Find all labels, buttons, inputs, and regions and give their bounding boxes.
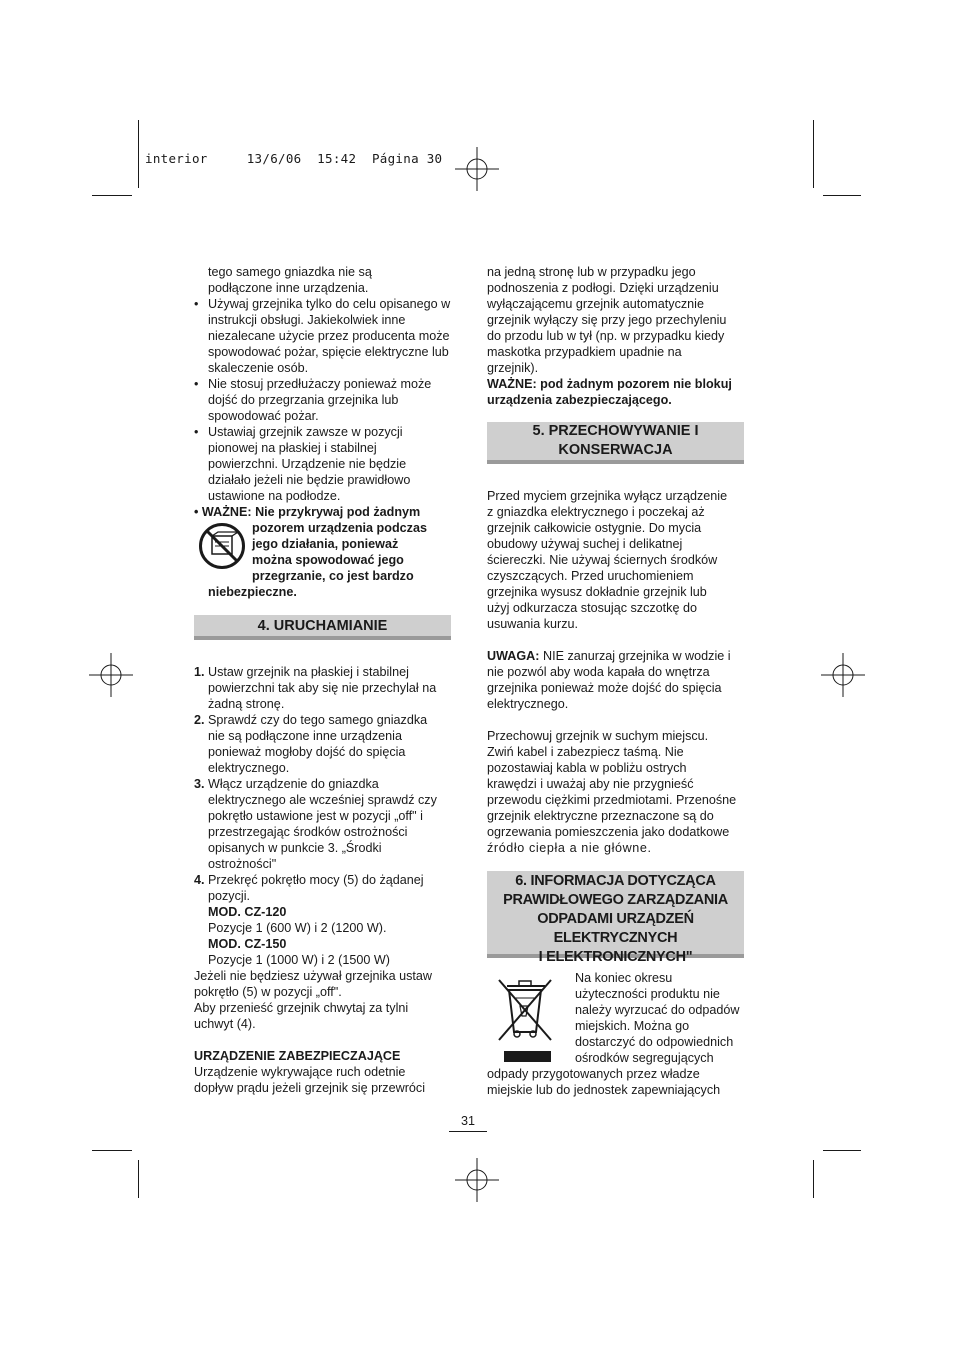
text-line: podłączone inne urządzenia. (208, 281, 369, 295)
crop-mark (823, 1150, 861, 1151)
heading-text: 5. PRZECHOWYWANIE I (532, 423, 699, 439)
section-heading-5 (487, 422, 744, 464)
list-item: 4. Przekręć pokrętło mocy (5) do żądanej pozycji. MOD. CZ-120 Pozycje 1 (600 W) i 2 (1200 W). MOD. CZ-150 Pozycje 1 (1000 W) i 2 (1500 W) (194, 872, 456, 968)
registration-mark-icon (89, 653, 133, 697)
section-heading-4 (194, 615, 451, 640)
left-column (194, 264, 452, 600)
crossed-out-bin-icon (495, 976, 555, 1064)
text-line: tego samego gniazdka nie są (208, 265, 372, 279)
page-number: 31 (449, 1113, 487, 1132)
do-not-cover-icon (198, 522, 246, 570)
heading-text: 6. INFORMACJA DOTYCZĄCA (515, 873, 716, 889)
list-item: • Ustawiaj grzejnik zawsze w pozycji pionowej na płaskiej i stabilnej powierzchni. Urządzenie nie będzie działało jeżeli nie będzie prawidłowo ustawione na podłodze. (194, 424, 452, 504)
list-item: 2. Sprawdź czy do tego samego gniazdka nie są podłączone inne urządzenia ponieważ mogłoby dojść do spięcia elektrycznego. (194, 713, 428, 775)
crop-mark (813, 120, 814, 188)
intro-text (194, 264, 452, 296)
right-column: na jedną stronę lub w przypadku jego podnoszenia z podłogi. Dzięki urządzeniu wyłączającemu grzejnik automatycznie grzejnik wyłączy się przy jego przechyleniu do przodu lub w tył (np. w przypadku kiedy maskotka przypadkiem upadnie na grzejnik). WAŻNE: pod żadnym pozorem nie blokuj urządzenia zabezpieczającego. (487, 265, 732, 407)
left-column-lower: 1. Ustaw grzejnik na płaskiej i stabilnej powierzchni tak aby się nie przechylał na żadną stronę. 2. Sprawdź czy do tego samego gniazdka nie są podłączone inne urządzenia ponieważ mogłoby dojść do spięcia elektrycznego. 3. Włącz urządzenie do gniazdka elektrycznego ale wcześniej sprawdź czy pokrętło ustawione jest w pozycji „off" i przestrzegając środków ostrożności opisanych w punkcie 3. „Środki ostrożności" 4. Przekręć pokrętło mocy (5) do żądanej pozycji. MOD. CZ-120 Pozycje 1 (600 W) i 2 (1200 W). MOD. CZ-150 Pozycje 1 (1000 W) i 2 (1500 W) Jeżeli nie będziesz używał grzejnika ustaw pokrętło (5) w pozycji „off". Aby przenieść grzejnik chwytaj za tylni uchwyt (4). URZĄDZENIE ZABEZPIECZAJĄCE Urządzenie wykrywające ruch odetnie dopływ prądu jeżeli grzejnik się przewróci (194, 664, 456, 1096)
crop-mark (92, 195, 132, 196)
list-item: 3. Włącz urządzenie do gniazdka elektrycznego ale wcześniej sprawdź czy pokrętło ustawione jest w pozycji „off" i przestrzegając środków ostrożności opisanych w punkcie 3. „Środki ostrożności" (194, 777, 437, 871)
model-label: MOD. CZ-120 (208, 905, 287, 919)
heading-text: 4. URUCHAMIANIE (257, 618, 388, 634)
weee-side-text: Na koniec okresu użyteczności produktu nie należy wyrzucać do odpadów miejskich. Można go dostarczyć do odpowiednich ośrodków segregujących (575, 971, 740, 1065)
crop-mark (138, 1160, 139, 1198)
crop-mark (813, 1160, 814, 1198)
subsection-title: URZĄDZENIE ZABEZPIECZAJĄCE (194, 1049, 401, 1063)
crop-mark (138, 120, 139, 188)
crop-mark (92, 1150, 132, 1151)
crop-mark (823, 195, 861, 196)
heading-text: KONSERWACJA (558, 442, 673, 458)
heading-text: PRAWIDŁOWEGO ZARZĄDZANIA (503, 892, 728, 908)
weee-text: odpady przygotowanych przez władze miejskie lub do jednostek zapewniających (487, 1067, 721, 1097)
print-slug: interior 13/6/06 15:42 Página 30 (145, 151, 443, 166)
list-item: • Nie stosuj przedłużaczy ponieważ może dojść do przegrzania grzejnika lub spowodować pożar. (194, 376, 452, 424)
heading-text: ODPADAMI URZĄDZEŃ ELEKTRYCZNYCH (537, 911, 694, 946)
warning-block: • WAŻNE: Nie przykrywaj pod żadnym pozorem urządzenia podczas jego działania, ponieważ można spowodować jego przegrzanie, co jest bardzo niebezpieczne. (194, 505, 427, 599)
list-item: • Używaj grzejnika tylko do celu opisanego w instrukcji obsługi. Jakiekolwiek inne niezalecane użycie przez producenta może spowodować pożar, spięcie elektryczne lub skaleczenie osób. (194, 296, 452, 376)
section-heading-6 (487, 871, 744, 965)
caution-label: UWAGA: (487, 649, 540, 663)
list-item: 1. Ustaw grzejnik na płaskiej i stabilnej powierzchni tak aby się nie przechylał na żadną stronę. (194, 665, 437, 711)
registration-mark-icon (455, 147, 499, 191)
heading-text: I ELEKTRONICZNYCH" (538, 949, 693, 965)
right-column-middle: Przed myciem grzejnika wyłącz urządzenie z gniazdka elektrycznego i poczekaj aż grzejnik całkowicie ostygnie. Do mycia obudowy używaj suchej i delikatnej ściereczki. Nie używaj ściernych środków czyszczących. Przed uruchomieniem grzejnika wysusz dokładnie grzejnik lub użyj odkurzacza stosując szczotkę do usuwania kurzu. UWAGA: NIE zanurzaj grzejnika w wodzie i nie pozwól aby woda kapała do wnętrza grzejnika ponieważ może dojść do spięcia elektrycznego. Przechowuj grzejnik w suchym miejscu. Zwiń kabel i zabezpiecz taśmą. Nie pozostawiaj kabla w pobliżu ostrych krawędzi i uważaj aby nie przygnieść przewodu ciężkimi przedmiotami. Przenośne grzejnik elektryczne przeznaczone są do ogrzewania pomieszczenia jako dodatkowe źródło ciepła a nie główne. (487, 489, 737, 855)
registration-mark-icon (455, 1158, 499, 1202)
registration-mark-icon (821, 653, 865, 697)
model-label: MOD. CZ-150 (208, 937, 287, 951)
